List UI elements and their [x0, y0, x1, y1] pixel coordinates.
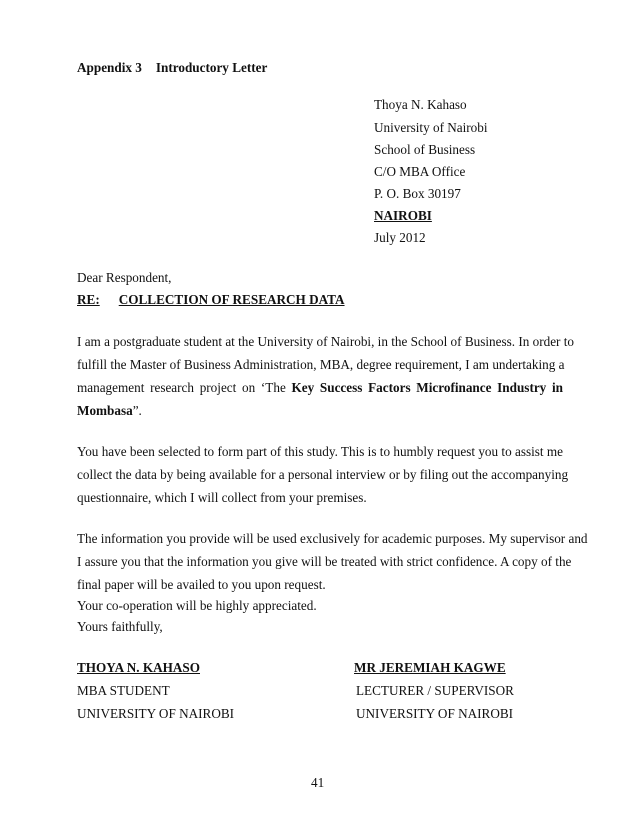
subject-line — [77, 292, 345, 308]
sender-city: NAIROBI — [374, 208, 432, 223]
subject-re-label: RE: — [77, 292, 100, 307]
appreciation-line: Your co-operation will be highly appreciated. — [77, 598, 317, 613]
letter-date: July 2012 — [374, 230, 426, 245]
paragraph-line: final paper will be availed to you upon request. — [77, 577, 326, 592]
appendix-heading — [77, 60, 267, 76]
appendix-label: Appendix 3 — [77, 60, 142, 75]
student-role: MBA STUDENT — [77, 683, 170, 698]
paragraph-line: collect the data by being available for a personal interview or by filing out the accompanying — [77, 467, 569, 482]
supervisor-role: LECTURER / SUPERVISOR — [356, 683, 514, 698]
sender-school: School of Business — [374, 142, 476, 157]
sender-institution: University of Nairobi — [374, 120, 488, 135]
student-institution: UNIVERSITY OF NAIROBI — [77, 706, 235, 721]
page-number: 41 — [311, 775, 325, 790]
paragraph-line: The information you provide will be used exclusively for academic purposes. My supervisor and — [77, 531, 588, 546]
paragraph-line — [77, 380, 563, 396]
supervisor-institution: UNIVERSITY OF NAIROBI — [356, 706, 514, 721]
subject-title: COLLECTION OF RESEARCH DATA — [118, 292, 345, 307]
sender-name: Thoya N. Kahaso — [374, 97, 467, 112]
appendix-title: Introductory Letter — [155, 60, 268, 75]
paragraph-line — [77, 403, 563, 419]
sender-care-of: C/O MBA Office — [374, 164, 466, 179]
paragraph-line: I am a postgraduate student at the University of Nairobi, in the School of Business. In order to — [77, 334, 574, 349]
project-title: Key Success Factors Microfinance Industry in — [291, 380, 563, 395]
paragraph-line: You have been selected to form part of this study. This is to humbly request you to assist me — [77, 444, 563, 459]
paragraph-line: I assure you that the information you give will be treated with strict confidence. A copy of the — [77, 554, 572, 569]
salutation: Dear Respondent, — [77, 270, 172, 285]
supervisor-name: MR JEREMIAH KAGWE — [354, 660, 506, 675]
closing-line: Yours faithfully, — [77, 619, 163, 634]
paragraph-line: questionnaire, which I will collect from your premises. — [77, 490, 367, 505]
sender-po-box: P. O. Box 30197 — [374, 186, 461, 201]
project-intro-text: management research project on ‘The — [77, 380, 292, 395]
student-name: THOYA N. KAHASO — [77, 660, 200, 675]
project-title-end: Mombasa — [77, 403, 133, 418]
paragraph-line: fulfill the Master of Business Administration, MBA, degree requirement, I am undertaking a — [77, 357, 565, 372]
project-title-close: ”. — [132, 403, 142, 418]
